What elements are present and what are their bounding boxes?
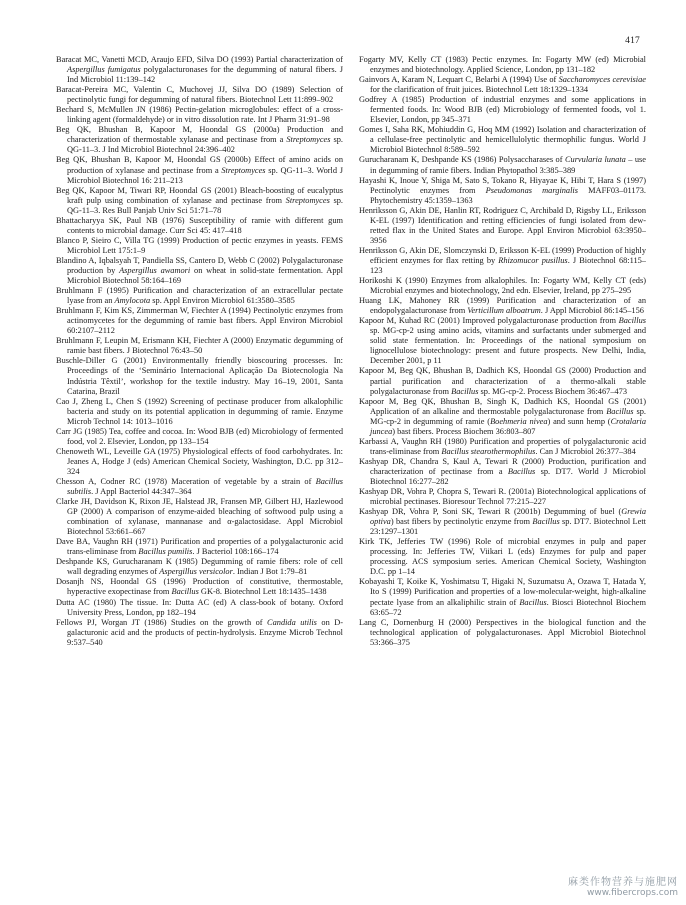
reference-entry (56, 236, 343, 256)
reference-text: ) bast fibers. Process Biochem 36:803–807 (392, 426, 536, 436)
reference-text: on D-galacturonic acid and the products of pectin-hydrolysis. Enzyme Microb Technol 9:537–540 (67, 617, 343, 647)
reference-entry (359, 176, 646, 206)
reference-text: ) bast fibers by pectinolytic enzyme from (390, 517, 533, 527)
reference-text: Kapoor M, Beg QK, Bhushan B, Dadhich KS, Hoondal GS (2000) Production and partial purification and characterization of a thermo-alkali stable polygalacturonase from (359, 366, 646, 396)
reference-text: ) and sunn hemp ( (547, 416, 611, 426)
reference-italic-text: Bacillus pumilis (138, 547, 193, 557)
reference-text: Lang C, Dornenburg H (2000) Perspectives in the biological function and the technological application of polygalacturonases. Appl Microbiol Biotechnol 53:366–375 (359, 617, 646, 647)
reference-italic-text: Aspergillus fumigatus (67, 65, 141, 75)
reference-italic-text: Streptomyces (285, 195, 330, 205)
reference-text: Kirk TK, Jefferies TW (1996) Role of microbial enzymes in pulp and paper processing. In: Jefferies TW, Viikari L (eds) Enzymes for pulp and paper processing. ACS symposium series. American Chemical Society, Washington D.C. pp 1–14 (359, 537, 646, 577)
reference-text: Chenoweth WL, Leveille GA (1975) Physiological effects of food carbohydrates. In: Jeanes A, Hodge J (eds) American Chemical Society, Washington, D.C. pp 312–324 (56, 446, 343, 476)
reference-text: Dave BA, Vaughn RH (1971) Purification and properties of a polygalacturonic acid trans-eliminase from (56, 537, 343, 557)
reference-text: Henriksson G, Akin DE, Hanlin RT, Rodriguez C, Archibald D, Rigsby LL, Eriksson K-EL (1997) Identification and retting efficiencies of fungi isolated from dew-retted flax in the United States and Europe. Appl Environ Microbiol 63:3950–3956 (359, 205, 646, 245)
watermark-site-name: 麻类作物营养与施肥网 (568, 877, 678, 888)
reference-text: sp. DT7. World J Microbiol Biotechnol 16:277–282 (370, 466, 646, 486)
reference-entry (56, 256, 343, 286)
reference-italic-text: Amylocota (114, 296, 151, 306)
reference-entry (56, 286, 343, 306)
reference-italic-text: Saccharomyces cerevisiae (558, 75, 646, 85)
watermark-url: www.fibercrops.com (587, 888, 678, 898)
reference-entry (56, 155, 343, 185)
reference-text: Carr JG (1985) Tea, coffee and cocoa. In: Wood BJB (ed) Microbiology of fermented food, vol 2. Elsevier, London, pp 133–154 (56, 426, 343, 446)
reference-entry (56, 557, 343, 577)
reference-italic-text: Bacillus subtilis (67, 476, 343, 497)
reference-entry (359, 316, 646, 366)
reference-entry (56, 397, 343, 427)
reference-text: Kobayashi T, Koike K, Yoshimatsu T, Higaki N, Suzumatsu A, Ozawa T, Hatada Y, Ito S (1999) Purification and properties of a low-molecular-weight, high-alkaline pectate lyase from an alkaliphilic strain of (359, 577, 646, 607)
reference-entry (56, 577, 343, 597)
reference-text: sp. DT7. Biotechnol Lett 23:1297–1301 (370, 517, 646, 537)
reference-text: Baracat MC, Vanetti MCD, Araujo EFD, Silva DO (1993) Partial characterization of (56, 55, 343, 64)
reference-text: . J Appl Bacteriol 44:347–364 (91, 487, 192, 497)
reference-entry (359, 206, 646, 246)
reference-text: sp. MG-cp-2. Process Biochem 36:467–473 (478, 386, 628, 396)
reference-text: sp. Appl Environ Microbiol 61:3580–3585 (150, 296, 295, 306)
reference-text: Kashyap DR, Chandra S, Kaul A, Tewari R (2000) Production, purification and characterization of pectinase from a (359, 456, 646, 476)
reference-entry (56, 356, 343, 396)
reference-text: Bechard S, McMullen JN (1986) Pectin-gelation microglobules: effect of a cross-linking agent (formaldehyde) or in vitro dissolution rate. Int J Pharm 31:91–98 (56, 105, 343, 125)
reference-text: Beg QK, Bhushan B, Kapoor M, Hoondal GS (2000b) Effect of amino acids on production of xylanase and pectinase from a (56, 155, 343, 175)
reference-text: Blandino A, Iqbalsyah T, Pandiella SS, Cantero D, Webb C (2002) Polygalacturonase production by (56, 255, 343, 275)
reference-entry (359, 246, 646, 276)
reference-text: sp. MG-cp-2 using amino acids, vitamins and surfactants under submerged and solid state fermentation. In: Proceedings of the national symposium on lignocellulose biotechnology: present and future prospects. New Delhi, India, December 2001, p 11 (370, 326, 646, 366)
reference-text: sp. QG-11–3. World J Microbiol Biotechnol 16: 211–213 (67, 165, 343, 185)
right-column (359, 55, 646, 855)
reference-text: – use in degumming of ramie fibers. Indian Phytopathol 3:385–389 (370, 155, 646, 175)
reference-italic-text: Bacillus (507, 466, 536, 476)
reference-italic-text: Crotalaria juncea (370, 416, 646, 436)
reference-text: . Can J Microbiol 26:377–384 (535, 446, 636, 456)
reference-text: MAFF03–01173. Phytochemistry 45:1359–1363 (370, 185, 646, 205)
reference-entry (56, 447, 343, 477)
reference-text: Dutta AC (1980) The tissue. In: Dutta AC (ed) A class-book of botany. Oxford University Press, London, pp 182–194 (56, 597, 343, 617)
reference-entry (56, 105, 343, 125)
reference-text: Godfrey A (1985) Production of industrial enzymes and some applications in fermented foods. In: Wood BJB (ed) Microbiology of fermented foods, vol 1. Elsevier, London, pp 345–371 (359, 95, 646, 125)
reference-text: Beg QK, Bhushan B, Kapoor M, Hoondal GS (2000a) Production and characterization of thermostable xylanase and pectinase from a (56, 125, 343, 145)
reference-entry (56, 618, 343, 648)
reference-text: Henriksson G, Akin DE, Slomczynski D, Eriksson K-EL (1999) Production of highly efficient enzymes for flax retting by (359, 245, 646, 265)
reference-text: on wheat in solid-state fermentation. Appl Microbiol Biotechnol 58:164–169 (67, 265, 343, 286)
reference-text: Cao J, Zheng L, Chen S (1992) Screening of pectinase producer from alkalophilic bacteria and study on its potential application in degumming of ramie. Enzyme Microb Technol 14: 1013–1016 (56, 396, 343, 426)
reference-text: GK-8. Biotechnol Lett 18:1435–1438 (198, 587, 327, 597)
watermark (568, 877, 678, 899)
reference-text: Buschle-Diller G (2001) Environmentally friendly bioscouring processes. In: Proceedings of the ‘Seminário Internacional Aplicação Da Biotecnologia Na Indústria Têxtil’, workshop for the textile industry. May 16–19, 2001, Santa Catarina, Brazil (56, 356, 343, 396)
reference-entry (359, 618, 646, 648)
reference-italic-text: Streptomyces (286, 135, 331, 145)
reference-entry (359, 125, 646, 155)
reference-entry (56, 598, 343, 618)
reference-italic-text: Bacillus (618, 316, 646, 326)
reference-entry (56, 125, 343, 155)
reference-entry (359, 437, 646, 457)
reference-text: polygalacturonases for the degumming of natural fibers. J Ind Microbiol 11:139–142 (67, 65, 343, 85)
reference-entry (359, 397, 646, 437)
reference-text: Gurucharanam K, Deshpande KS (1986) Polysaccharases of (359, 155, 565, 165)
reference-text: sp. QG-11–3. Res Bull Panjab Univ Sci 51:71–78 (67, 195, 343, 215)
reference-italic-text: Bacillus (606, 406, 634, 416)
reference-italic-text: Pseudomonas marginalis (485, 185, 578, 195)
reference-entry (56, 216, 343, 236)
reference-text: Horikoshi K (1990) Enzymes from alkalophiles. In: Fogarty WM, Kelly CT (eds) Microbial enzymes and biotechnology, 2nd edn. Elsevier, Ireland, pp 275–295 (359, 276, 646, 296)
reference-text: Beg QK, Kapoor M, Tiwari RP, Hoondal GS (2001) Bleach-boosting of eucalyptus kraft pulp using combination of xylanase and pectinase from (56, 185, 343, 205)
reference-text: Deshpande KS, Gurucharanam K (1985) Degumming of ramie fibers: role of cell wall degrading enzymes of (56, 557, 343, 577)
reference-entry (56, 306, 343, 336)
reference-entry (359, 457, 646, 487)
reference-italic-text: Bacillus (532, 517, 560, 527)
reference-entry (56, 427, 343, 447)
reference-italic-text: Streptomyces (221, 165, 266, 175)
reference-text: Kashyap DR, Vohra P, Chopra S, Tewari R. (2001a) Biotechnological applications of microbial pectinases. Bioresour Technol 77:215–227 (359, 487, 646, 507)
reference-italic-text: Bacillus (451, 386, 479, 396)
reference-text: sp. QG-11–3. J Ind Microbiol Biotechnol 24:396–402 (67, 135, 343, 155)
reference-text: . J Bacteriol 108:166–174 (192, 547, 279, 557)
reference-text: Fellows PJ, Worgan JT (1986) Studies on the growth of (56, 617, 268, 627)
reference-entry (56, 186, 343, 216)
reference-text: Kapoor M, Beg QK, Bhushan B, Singh K, Dadhich KS, Hoondal GS (2001) Application of an alkaline and thermostable polygalacturonase from (359, 396, 646, 416)
reference-text: Hayashi K, Inoue Y, Shiga M, Sato S, Tokano R, Hiyayae K, Hibi T, Hara S (1997) Pectinolytic enzymes from (359, 175, 646, 195)
reference-entry (56, 477, 343, 497)
reference-entry (56, 55, 343, 85)
reference-text: Bruhlmann F, Kim KS, Zimmerman W, Fiechter A (1994) Pectinolytic enzymes from actinomycetes for the degumming of ramie bast fibers. Appl Environ Microbiol 60:2107–2112 (56, 306, 343, 336)
reference-entry (359, 155, 646, 175)
reference-entry (359, 577, 646, 617)
reference-italic-text: Bacillus (519, 597, 547, 607)
reference-entry (56, 336, 343, 356)
left-column (56, 55, 343, 855)
reference-entry (56, 537, 343, 557)
page-number: 417 (625, 36, 640, 46)
reference-italic-text: Verticillum alboatrum (467, 306, 541, 316)
reference-entry (359, 75, 646, 95)
reference-italic-text: Bacillus (171, 587, 199, 597)
reference-entry (359, 276, 646, 296)
reference-entry (56, 497, 343, 537)
reference-text: Karbassi A, Vaughn RH (1980) Purification and properties of polygalacturonic acid trans-eliminase from (359, 436, 646, 456)
reference-text: Gainvors A, Karam N, Lequart C, Belarbi A (1994) Use of (359, 75, 559, 85)
reference-text: Baracat-Pereira MC, Valentin C, Muchovej JJ, Silva DO (1989) Selection of pectinolytic fungi for degumming of natural fibers. Biotechnol Lett 11:899–902 (56, 85, 343, 105)
reference-entry (359, 296, 646, 316)
reference-list (56, 55, 646, 855)
reference-text: Kashyap DR, Vohra P, Soni SK, Tewari R (2001b) Degumming of buel ( (359, 507, 622, 517)
reference-text: for the clarification of fruit juices. Biotechnol Lett 18:1329–1334 (370, 85, 589, 95)
reference-italic-text: Aspergillus awamori (119, 265, 191, 275)
reference-text: Kapoor M, Kuhad RC (2001) Improved polygalacturonase production from (359, 316, 619, 326)
reference-text: sp. MG-cp-2 in degumming of ramie ( (370, 406, 646, 426)
reference-entry (359, 95, 646, 125)
reference-italic-text: Bacillus stearothermophilus (441, 446, 536, 456)
reference-text: Bruhlmann F (1995) Purification and characterization of an extracellular pectate lyase from an (56, 286, 343, 306)
reference-italic-text: Aspergillus versicolor (159, 567, 233, 577)
reference-entry (359, 487, 646, 507)
reference-entry (359, 366, 646, 396)
reference-italic-text: Rhizomucor pusillus (498, 255, 568, 265)
reference-text: Gomes I, Saha RK, Mohiuddin G, Hoq MM (1992) Isolation and characterization of a cellulase-free pectinolytic and hemicellulolytic thermophilic fungus. World J Microbiol Biotechnol 8:589–592 (359, 125, 646, 155)
reference-italic-text: Grewia optiva (370, 507, 646, 527)
reference-text: . Biosci Biotechnol Biochem 63:65–72 (370, 597, 646, 617)
reference-text: . J Biotechnol 68:115–123 (370, 255, 646, 275)
reference-text: Dosanjh NS, Hoondal GS (1996) Production of constitutive, thermostable, hyperactive exopectinase from (56, 577, 343, 597)
reference-text: . Indian J Bot 1:79–81 (232, 567, 308, 577)
reference-text: Huang LK, Mahoney RR (1999) Purification and characterization of an endopolygalacturonase from (359, 296, 646, 316)
reference-text: . J Appl Microbiol 86:145–156 (540, 306, 644, 316)
reference-text: Bruhlmann F, Leupin M, Erismann KH, Fiechter A (2000) Enzymatic degumming of ramie bast fibers. J Biotechnol 76:43–50 (56, 336, 343, 356)
reference-italic-text: Candida utilis (267, 617, 317, 627)
reference-entry (56, 85, 343, 105)
reference-text: Chesson A, Codner RC (1978) Maceration of vegetable by a strain of (56, 476, 316, 486)
reference-italic-text: Boehmeria nivea (490, 416, 548, 426)
reference-text: Clarke JH, Davidson K, Rixon JE, Halstead JR, Fransen MP, Gilbert HJ, Hazlewood GP (2000) A comparison of enzyme-aided bleaching of softwood pulp using a combination of xylanase, mannanase and α-galactosidase. Appl Microbiol Biotechnol 53:661–667 (56, 497, 343, 537)
reference-entry (359, 507, 646, 537)
reference-entry (359, 537, 646, 577)
reference-italic-text: Curvularia lunata (564, 155, 626, 165)
reference-text: Fogarty MV, Kelly CT (1983) Pectic enzymes. In: Fogarty MW (ed) Microbial enzymes and biotechnology. Applied Science, London, pp 131–182 (359, 55, 646, 75)
reference-text: Blanco P, Sieiro C, Villa TG (1999) Production of pectic enzymes in yeasts. FEMS Microbiol Lett 175:1–9 (56, 235, 343, 255)
reference-text: Bhattacharyya SK, Paul NB (1976) Susceptibility of ramie with different gum contents to microbial damage. Curr Sci 45: 417–418 (56, 215, 343, 235)
reference-entry (359, 55, 646, 75)
